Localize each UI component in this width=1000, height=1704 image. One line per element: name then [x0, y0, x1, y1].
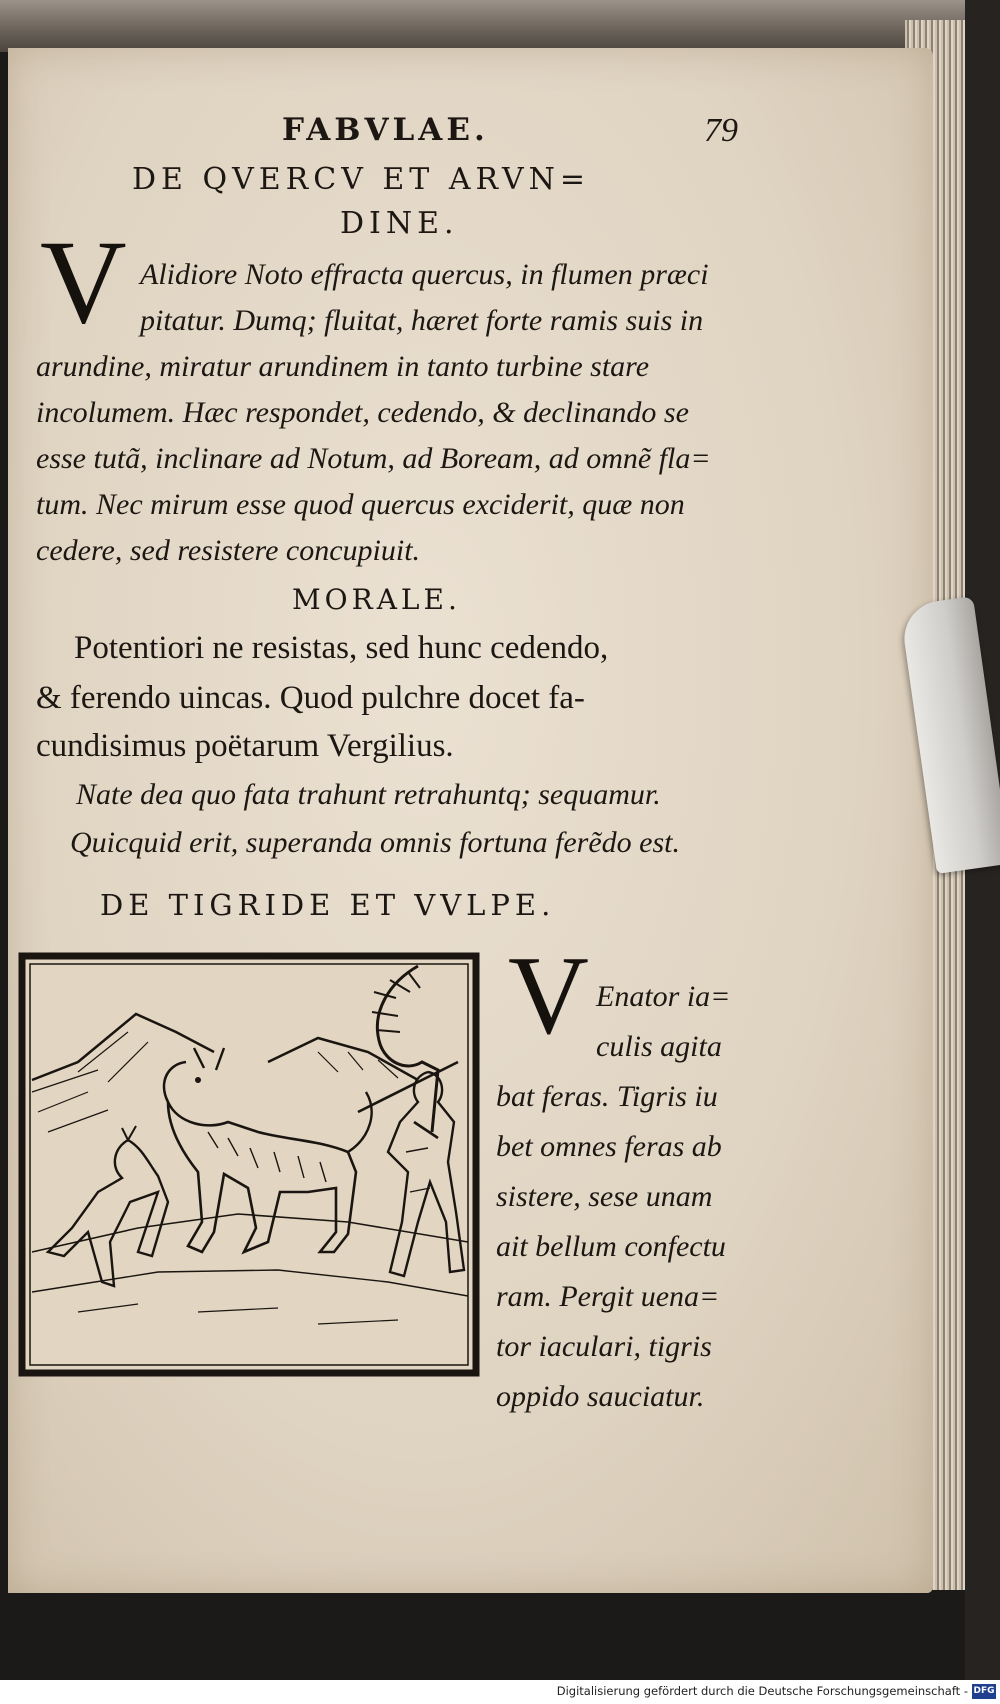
verse-line: Nate dea quo fata trahunt retrahuntq; sequamur. [76, 778, 661, 811]
fable2-drop-cap: V [508, 934, 589, 1058]
morale-heading: MORALE. [292, 583, 461, 616]
verse-line: Quicquid erit, superanda omnis fortuna ferẽdo est. [70, 826, 680, 859]
fable2-line: tor iaculari, tigris [496, 1330, 712, 1363]
woodcut-illustration [18, 952, 480, 1377]
fable2-line: ram. Pergit uena= [496, 1280, 720, 1313]
fable1-line: tum. Nec mirum esse quod quercus exciderit, quæ non [36, 488, 685, 521]
fable1-line: Alidiore Noto effracta quercus, in flumen præci [140, 258, 709, 291]
fable2-line: Enator ia= [596, 980, 731, 1013]
fable1-title-line1: DE QVERCV ET ARVN= [132, 162, 591, 197]
fable1-line: arundine, miratur arundinem in tanto turbine stare [36, 350, 650, 383]
morale-line: Potentiori ne resistas, sed hunc cedendo, [74, 630, 609, 666]
fable1-line: incolumem. Hæc respondet, cedendo, & declinando se [36, 396, 689, 429]
fable2-line: bet omnes feras ab [496, 1130, 722, 1163]
digitization-credit: Digitalisierung gefördert durch die Deutsche Forschungsgemeinschaft - [556, 1684, 968, 1698]
fable1-line: esse tutã, inclinare ad Notum, ad Boream, ad omnẽ fla= [36, 442, 711, 475]
morale-line: & ferendo uincas. Quod pulchre docet fa- [36, 680, 585, 716]
fable1-title-line2: DINE. [340, 206, 459, 241]
fable2-line: bat feras. Tigris iu [496, 1080, 718, 1113]
morale-line: cundisimus poëtarum Vergilius. [36, 728, 454, 764]
scan-background-top [0, 0, 1000, 52]
fable2-line: sistere, sese unam [496, 1180, 713, 1213]
fable2-line: oppido sauciatur. [496, 1380, 705, 1413]
fable1-line: pitatur. Dumq; fluitat, hæret forte ramis suis in [140, 304, 704, 337]
dfg-logo: DFG [972, 1684, 996, 1699]
running-head: FABVLAE. [282, 112, 489, 148]
fable2-line: ait bellum confectu [496, 1230, 726, 1263]
fable2-line: culis agita [596, 1030, 722, 1063]
fable1-drop-cap: V [40, 215, 127, 348]
fable1-line: cedere, sed resistere concupiuit. [36, 534, 421, 567]
fable2-title: DE TIGRIDE ET VVLPE. [100, 888, 556, 922]
page-number: 79 [704, 112, 738, 149]
